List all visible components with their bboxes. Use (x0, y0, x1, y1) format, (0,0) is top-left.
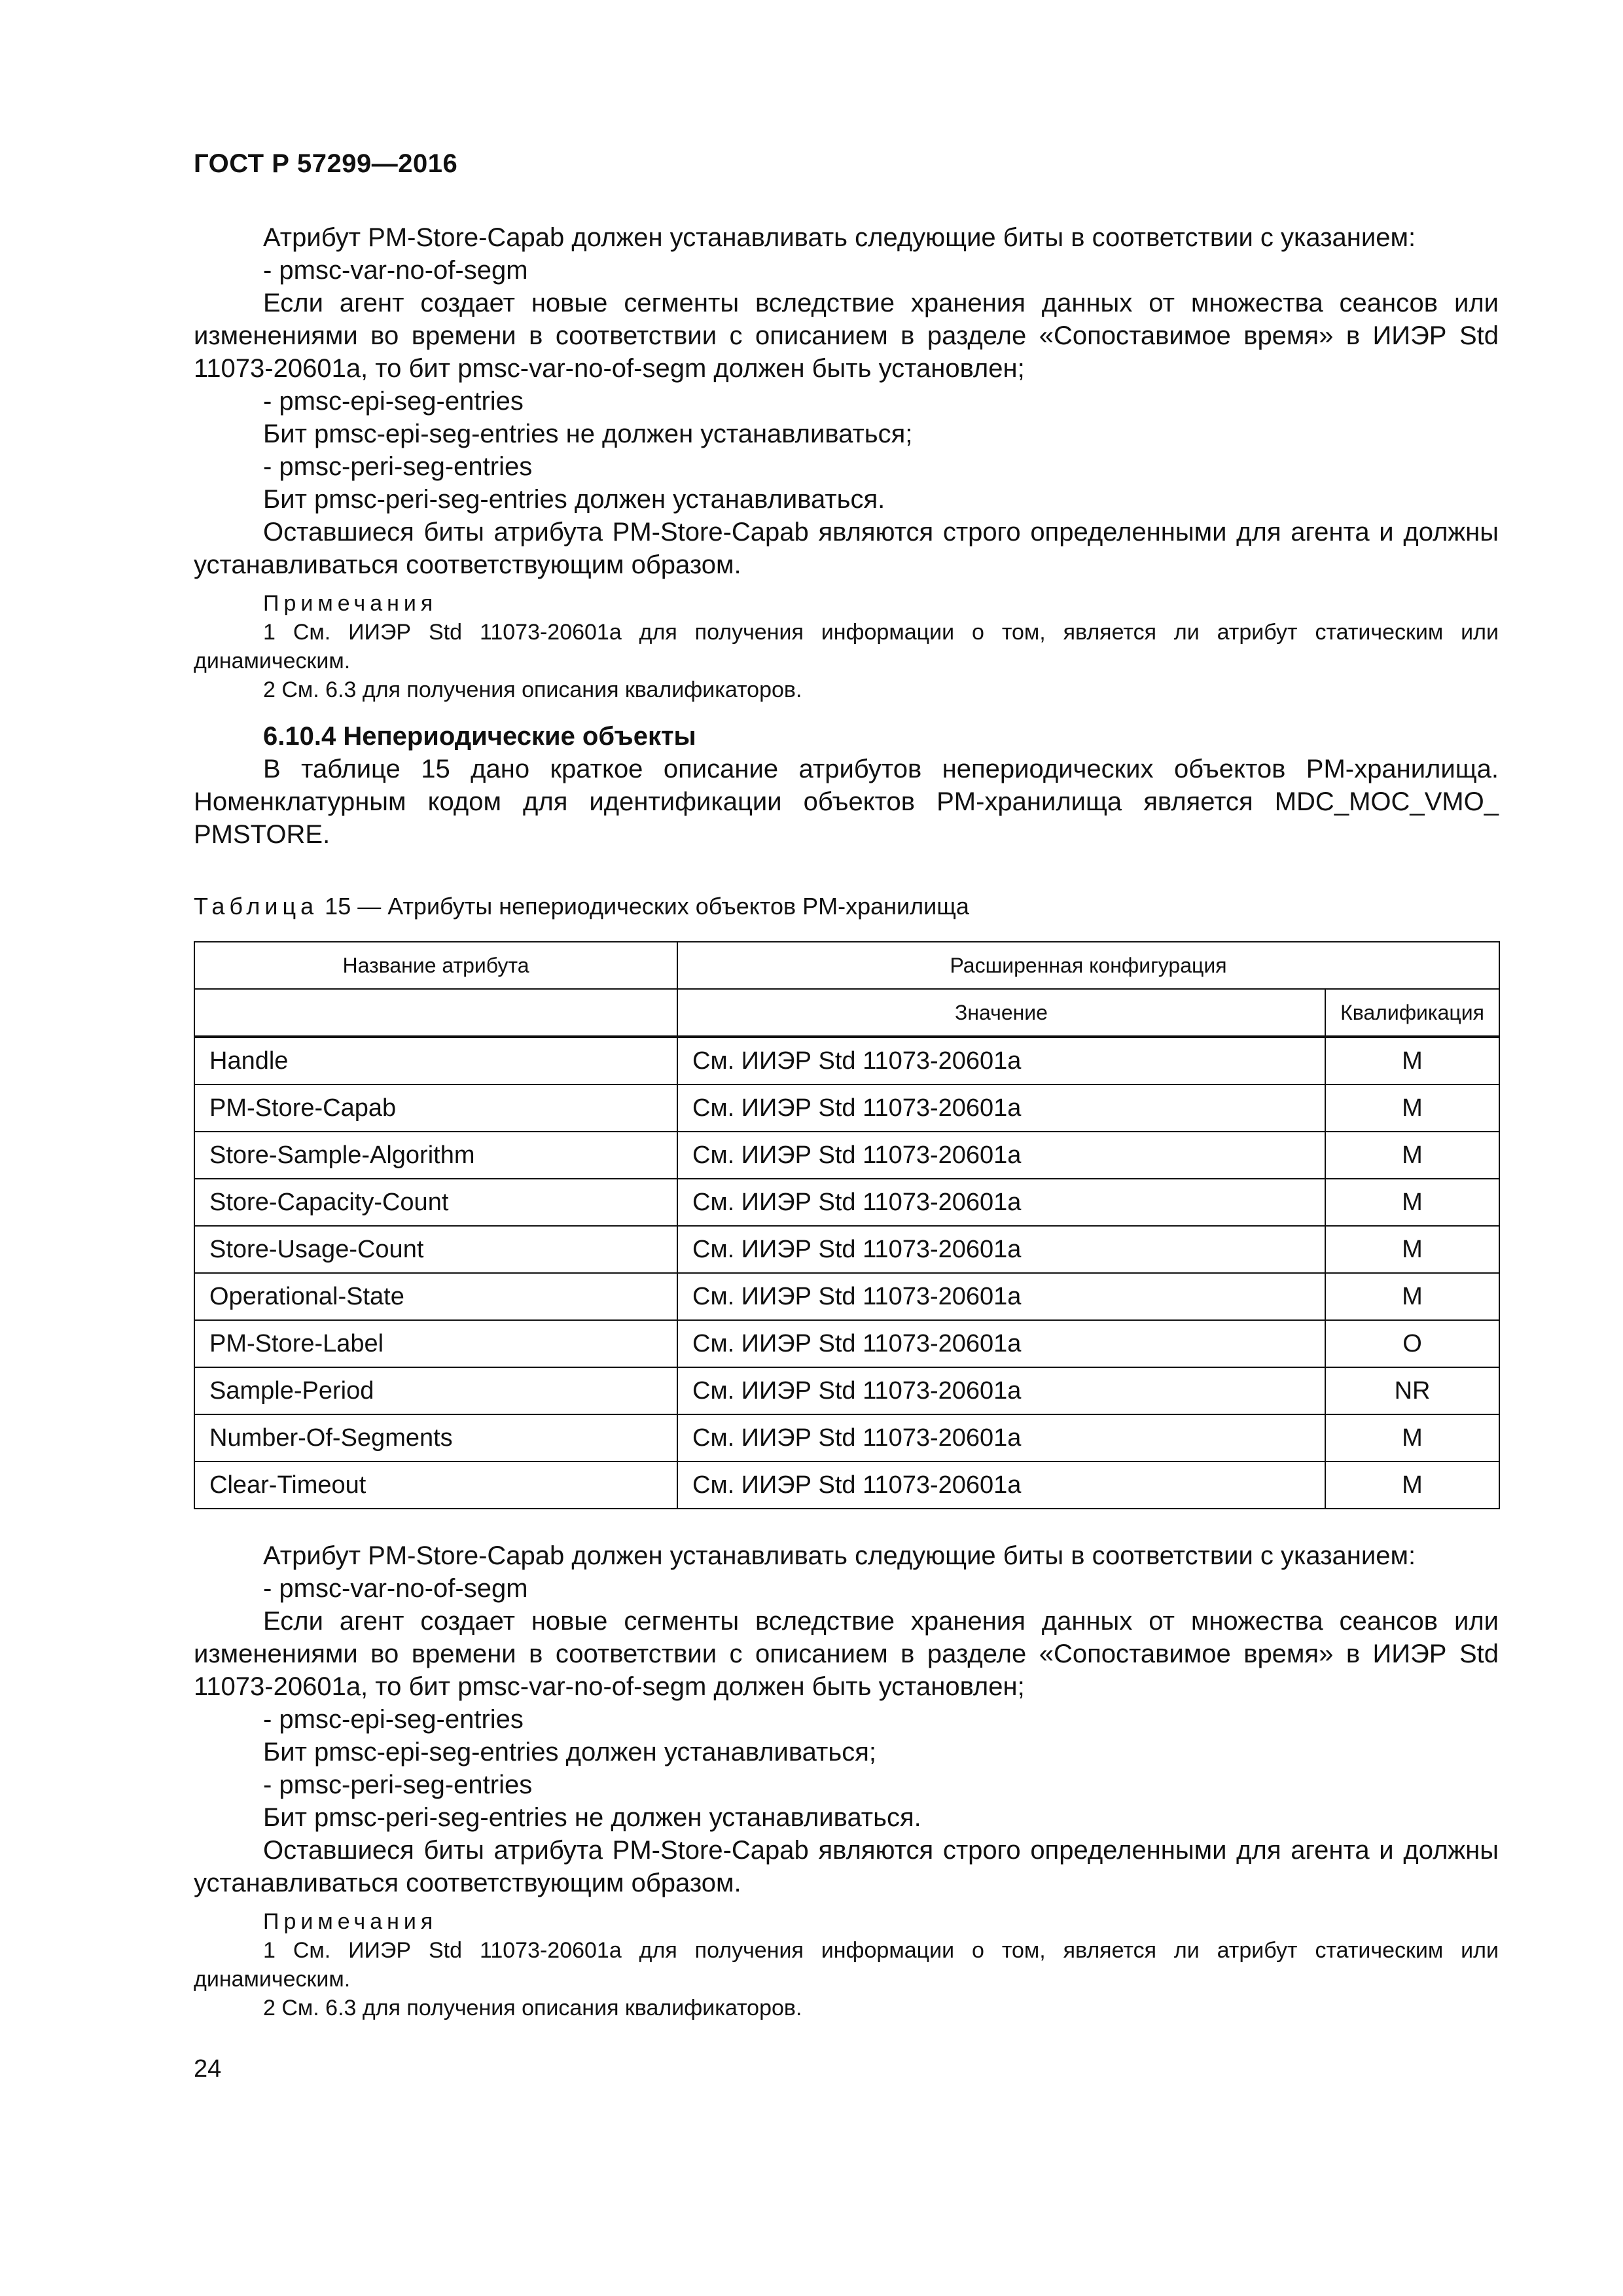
paragraph: Бит pmsc-epi-seg-entries должен устанавливаться; (263, 1738, 876, 1767)
table-row (194, 1462, 1499, 1509)
header-qualification: Квалификация (1325, 989, 1499, 1037)
list-item: - pmsc-peri-seg-entries (263, 452, 533, 481)
header-empty-cell (194, 989, 677, 1037)
cell-qualification: M (1325, 1462, 1499, 1509)
list-item: - pmsc-epi-seg-entries (263, 387, 524, 416)
cell-attribute: Store-Capacity-Count (194, 1179, 677, 1226)
paragraph: Оставшиеся биты атрибута PM-Store-Capab являются строго определенными для агента и должны устанавливаться соответствующим образом. (194, 1836, 1499, 1897)
cell-attribute: PM-Store-Label (194, 1320, 677, 1367)
paragraph: Если агент создает новые сегменты вследствие хранения данных от множества сеансов или изменениями во времени в соответствии с описанием в разделе «Сопоставимое время» в ИИЭР Std 11073-20601a, то бит pmsc-var-no-of-segm должен быть установлен; (194, 289, 1499, 383)
cell-attribute: Number-Of-Segments (194, 1414, 677, 1462)
paragraph: Бит pmsc-peri-seg-entries должен устанавливаться. (263, 485, 885, 514)
paragraph: Бит pmsc-epi-seg-entries не должен устанавливаться; (263, 420, 913, 448)
paragraph: Оставшиеся биты атрибута PM-Store-Capab являются строго определенными для агента и должны устанавливаться соответствующим образом. (194, 518, 1499, 579)
list-item: - pmsc-epi-seg-entries (263, 1705, 524, 1734)
cell-value: См. ИИЭР Std 11073-20601a (677, 1462, 1325, 1509)
table-row (194, 1179, 1499, 1226)
table-caption (194, 891, 969, 922)
table-row (194, 1367, 1499, 1414)
cell-value: См. ИИЭР Std 11073-20601a (677, 1085, 1325, 1132)
note: 2 См. 6.3 для получения описания квалификаторов. (263, 1996, 802, 2020)
cell-qualification: M (1325, 1037, 1499, 1085)
cell-value: См. ИИЭР Std 11073-20601a (677, 1037, 1325, 1085)
table-row (194, 1320, 1499, 1367)
cell-qualification: M (1325, 1273, 1499, 1320)
notes-title: Примечания (263, 591, 438, 616)
cell-value: См. ИИЭР Std 11073-20601a (677, 1273, 1325, 1320)
cell-value: См. ИИЭР Std 11073-20601a (677, 1367, 1325, 1414)
cell-qualification: O (1325, 1320, 1499, 1367)
paragraph: Бит pmsc-peri-seg-entries не должен устанавливаться. (263, 1803, 921, 1832)
cell-value: См. ИИЭР Std 11073-20601a (677, 1320, 1325, 1367)
cell-value: См. ИИЭР Std 11073-20601a (677, 1226, 1325, 1273)
cell-attribute: Clear-Timeout (194, 1462, 677, 1509)
paragraph: Атрибут PM-Store-Capab должен устанавливать следующие биты в соответствии с указанием: (263, 223, 1416, 252)
paragraph: Атрибут PM-Store-Capab должен устанавливать следующие биты в соответствии с указанием: (263, 1541, 1416, 1570)
note: 1 См. ИИЭР Std 11073-20601a для получения информации о том, является ли атрибут статическим или динамическим. (194, 620, 1499, 673)
cell-attribute: Sample-Period (194, 1367, 677, 1414)
table-row (194, 1414, 1499, 1462)
table-header-row (194, 942, 1499, 989)
list-item: - pmsc-var-no-of-segm (263, 1574, 528, 1603)
table-caption-label: Таблица (194, 893, 319, 920)
bottom-section (194, 1539, 1499, 2022)
page-number: 24 (194, 2055, 222, 2083)
cell-qualification: M (1325, 1414, 1499, 1462)
note: 1 См. ИИЭР Std 11073-20601a для получения информации о том, является ли атрибут статическим или динамическим. (194, 1938, 1499, 1992)
top-section (194, 221, 1499, 851)
list-item: - pmsc-var-no-of-segm (263, 256, 528, 285)
document-header: ГОСТ Р 57299—2016 (194, 149, 458, 178)
cell-qualification: M (1325, 1179, 1499, 1226)
cell-attribute: PM-Store-Capab (194, 1085, 677, 1132)
table-caption-text: 15 — Атрибуты непериодических объектов PM-хранилища (325, 893, 969, 920)
notes-title: Примечания (263, 1909, 438, 1934)
list-item: - pmsc-peri-seg-entries (263, 1770, 533, 1799)
attributes-table (194, 941, 1500, 1509)
cell-attribute: Handle (194, 1037, 677, 1085)
note: 2 См. 6.3 для получения описания квалификаторов. (263, 677, 802, 702)
cell-value: См. ИИЭР Std 11073-20601a (677, 1414, 1325, 1462)
cell-qualification: M (1325, 1085, 1499, 1132)
header-attribute-name: Название атрибута (194, 942, 677, 989)
table-row (194, 1226, 1499, 1273)
table-row (194, 1132, 1499, 1179)
cell-qualification: M (1325, 1226, 1499, 1273)
section-paragraph: В таблице 15 дано краткое описание атрибутов непериодических объектов PM-хранилища. Номенклатурным кодом для идентификации объектов PM-хранилища является MDC_MOC_VMO_ PMSTORE. (194, 755, 1499, 849)
table-subheader-row (194, 989, 1499, 1037)
header-value: Значение (677, 989, 1325, 1037)
table-row (194, 1273, 1499, 1320)
cell-value: См. ИИЭР Std 11073-20601a (677, 1179, 1325, 1226)
paragraph: Если агент создает новые сегменты вследствие хранения данных от множества сеансов или изменениями во времени в соответствии с описанием в разделе «Сопоставимое время» в ИИЭР Std 11073-20601a, то бит pmsc-var-no-of-segm должен быть установлен; (194, 1607, 1499, 1701)
cell-value: См. ИИЭР Std 11073-20601a (677, 1132, 1325, 1179)
section-title: 6.10.4 Непериодические объекты (263, 722, 696, 751)
cell-attribute: Store-Usage-Count (194, 1226, 677, 1273)
header-extended-config: Расширенная конфигурация (677, 942, 1499, 989)
cell-attribute: Operational-State (194, 1273, 677, 1320)
cell-attribute: Store-Sample-Algorithm (194, 1132, 677, 1179)
table-row (194, 1085, 1499, 1132)
cell-qualification: M (1325, 1132, 1499, 1179)
cell-qualification: NR (1325, 1367, 1499, 1414)
table-row (194, 1037, 1499, 1085)
